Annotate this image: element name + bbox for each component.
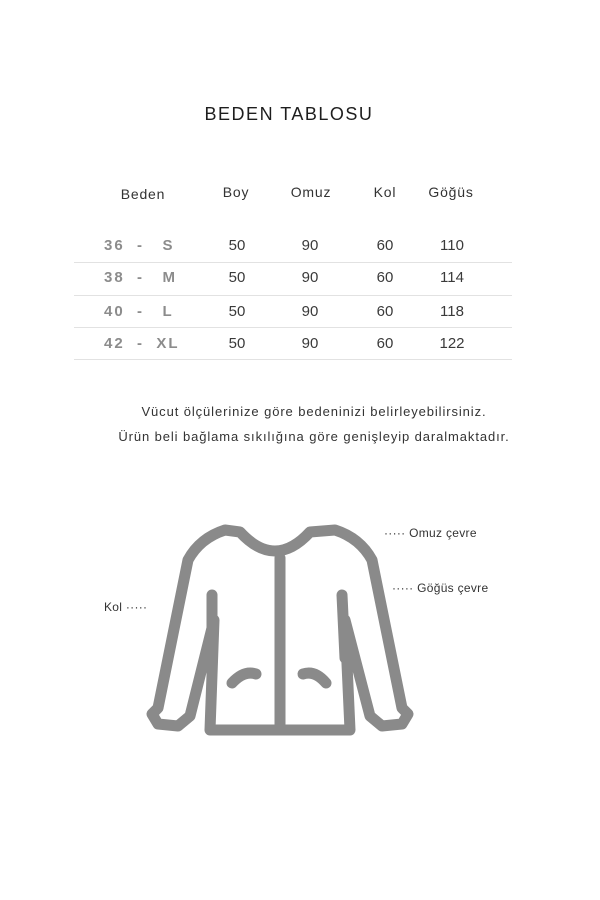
- cell-gogus: 114: [440, 269, 464, 286]
- cell-gogus: 122: [439, 335, 465, 352]
- size-label: 38 - M: [104, 269, 178, 286]
- table-row: [0, 329, 600, 361]
- header-boy: Boy: [222, 184, 250, 200]
- page-title: BEDEN TABLOSU: [204, 104, 374, 124]
- jacket-outline-icon: [140, 520, 420, 740]
- header-kol: Kol: [373, 184, 397, 200]
- cell-kol: 60: [376, 237, 394, 254]
- table-row: [0, 297, 600, 329]
- cell-gogus: 118: [440, 303, 464, 320]
- cell-boy: 50: [228, 303, 246, 320]
- size-label: 42 - XL: [104, 335, 180, 352]
- size-label: 40 - L: [104, 303, 174, 320]
- cell-omuz: 90: [301, 303, 319, 320]
- cell-omuz: 90: [301, 335, 319, 352]
- divider: [74, 359, 512, 360]
- cell-boy: 50: [228, 237, 246, 254]
- cell-omuz: 90: [301, 269, 319, 286]
- cell-kol: 60: [376, 269, 394, 286]
- cell-kol: 60: [376, 303, 394, 320]
- cell-boy: 50: [228, 335, 246, 352]
- annotation-omuz: ····· Omuz çevre: [384, 526, 477, 540]
- divider: [74, 295, 512, 296]
- size-label: 36 - S: [104, 237, 175, 254]
- cell-boy: 50: [228, 269, 246, 286]
- table-row: [0, 263, 600, 295]
- cell-gogus: 110: [440, 237, 464, 254]
- note-line-2: Ürün beli bağlama sıkılığına göre genişleyip daralmaktadır.: [118, 429, 510, 444]
- annotation-gogus: ····· Göğüs çevre: [392, 581, 489, 595]
- table-row: [0, 231, 600, 263]
- note-line-1: Vücut ölçülerinize göre bedeninizi belirleyebilirsiniz.: [141, 404, 487, 419]
- cell-kol: 60: [376, 335, 394, 352]
- header-beden: Beden: [120, 186, 166, 202]
- annotation-kol: Kol ·····: [104, 600, 148, 614]
- cell-omuz: 90: [301, 237, 319, 254]
- header-omuz: Omuz: [290, 184, 332, 200]
- divider: [74, 327, 512, 328]
- header-gogus: Göğüs: [428, 184, 474, 200]
